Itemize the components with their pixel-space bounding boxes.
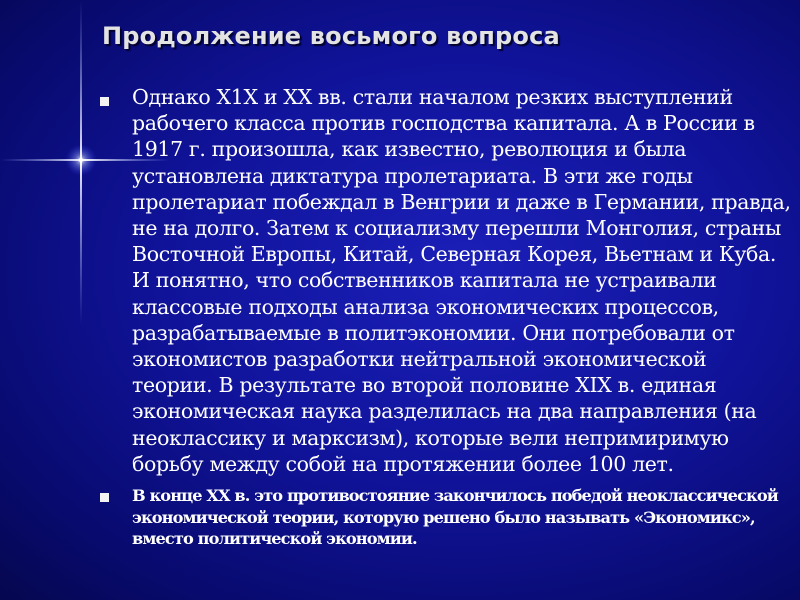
sparkle-vertical-ray [80,0,82,325]
slide-title: Продолжение восьмого вопроса [102,22,560,50]
bullet-item [100,485,792,550]
bullet-list [100,84,792,550]
square-bullet-icon [100,97,109,106]
bullet-text: В конце ХХ в. это противостояние закончилось победой неоклассической экономической теории, которую решено было называть «Экономикс», вместо политической экономии. [132,486,778,549]
square-bullet-icon [100,493,109,502]
bullet-text: Однако Х1Х и ХХ вв. стали началом резких выступлений рабочего класса против господства капитала. А в России в 1917 г. произошла, как известно, революция и была установлена диктатура пролетариата. В эти же годы пролетариат побеждал в Венгрии и даже в Германии, правда, не на долго. Затем к социализму перешли Монголия, страны Восточной Европы, Китай, Северная Корея, Вьетнам и Куба. И понятно, что собственников капитала не устраивали классовые подходы анализа экономических процессов, разрабатываемые в политэкономии. Они потребовали от экономистов разработки нейтральной экономической теории. В результате во второй половине XIX в. единая экономическая наука разделилась на два направления (на неоклассику и марксизм), которые вели непримиримую борьбу между собой на протяжении более 100 лет. [132,85,791,476]
sparkle-core [79,158,83,162]
bullet-item [100,84,792,477]
